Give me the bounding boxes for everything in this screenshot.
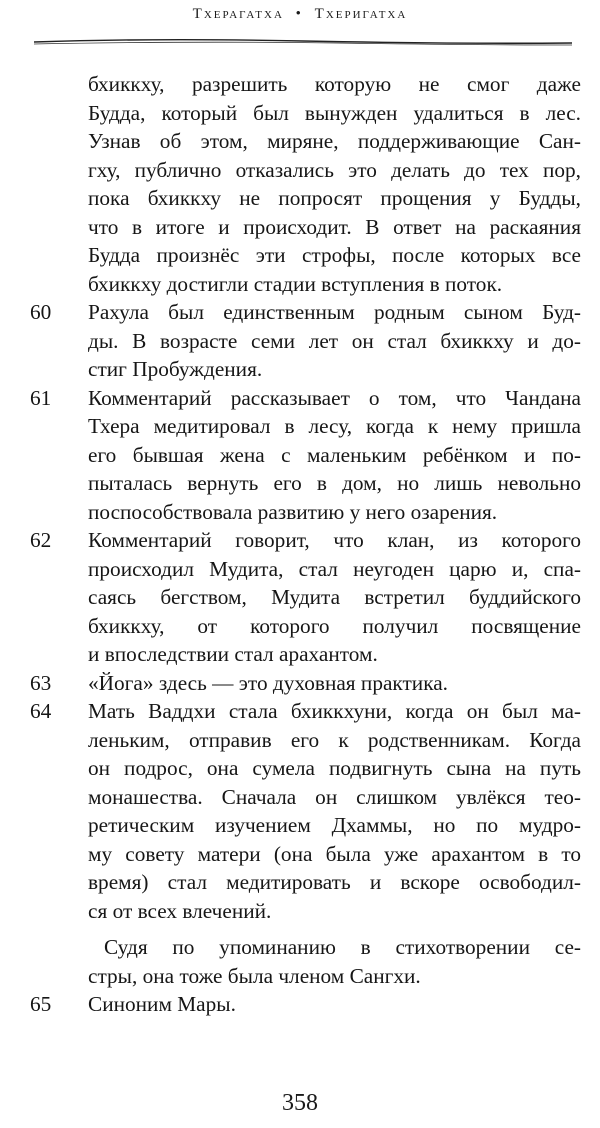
note-64-continuation	[0, 933, 600, 990]
text-line: Комментарий говорит, что клан, из которого	[88, 528, 581, 552]
text-line: его бывшая жена с маленьким ребёнком и по-	[88, 442, 581, 467]
text-line: Судя по упоминанию в стихотворении се-	[104, 935, 581, 959]
text-line: гху, публично отказались это делать до тех пор,	[88, 157, 581, 182]
header-right-title: Тхеригатха	[314, 6, 408, 22]
text-line: происходил Мудита, стал неугоден царю и, спа-	[88, 556, 581, 581]
text-line: пыталась вернуть его в дом, но лишь невольно	[88, 471, 581, 495]
note-number: 64	[30, 699, 52, 723]
page-number: 358	[282, 1090, 318, 1116]
note-60	[0, 298, 600, 384]
note-62	[0, 526, 600, 669]
text-line: что в итоге и происходит. В ответ на раскаяния	[88, 214, 581, 239]
header-separator: •	[295, 6, 303, 22]
note-number: 61	[30, 385, 52, 410]
note-61	[0, 384, 600, 527]
page-body	[0, 70, 600, 1019]
header-left-title: Тхерагатха	[192, 6, 284, 22]
note-64	[0, 697, 600, 925]
note-65	[0, 990, 600, 1019]
text-line: Узнав об этом, миряне, поддерживающие Сан-	[88, 129, 581, 153]
text-line: Комментарий рассказывает о том, что Чандана	[88, 385, 581, 410]
text-line: бхиккху, от которого получил посвящение	[88, 613, 581, 638]
text-line: пока бхиккху не попросят прощения у Будды,	[88, 186, 581, 210]
text-line: он подрос, она сумела подвигнуть сына на путь	[88, 756, 581, 780]
text-line: «Йога» здесь — это духовная практика.	[88, 670, 448, 695]
text-line: монашества. Сначала он слишком увлёкся тео-	[88, 784, 581, 809]
note-number: 60	[30, 300, 52, 324]
text-line: леньким, отправив его к родственникам. Когда	[88, 727, 581, 752]
text-line: ды. В возрасте семи лет он стал бхиккху и до-	[88, 328, 581, 353]
text-line: стры, она тоже была членом Сангхи.	[88, 963, 421, 988]
text-line: бхиккху достигли стадии вступления в поток.	[88, 271, 503, 296]
header-rule	[34, 34, 572, 48]
text-line: Мать Ваддхи стала бхиккхуни, когда он был ма-	[88, 699, 581, 723]
continuation-paragraph	[88, 70, 581, 298]
text-line: му совету матери (она была уже арахантом в то	[88, 841, 581, 866]
text-line: ся от всех влечений.	[88, 898, 272, 923]
text-line: Будда, который был вынужден удалиться в лес.	[88, 100, 581, 125]
text-line: Рахула был единственным родным сыном Буд-	[88, 300, 581, 324]
text-line: и впоследствии стал арахантом.	[88, 642, 378, 666]
text-line: бхиккху, разрешить которую не смог даже	[88, 72, 581, 96]
text-line: Будда произнёс эти строфы, после которых все	[88, 243, 581, 267]
note-number: 63	[30, 670, 52, 695]
text-line: Тхера медитировал в лесу, когда к нему пришла	[88, 414, 581, 438]
text-line: время) стал медитировать и вскоре освободил-	[88, 870, 581, 894]
text-line: стиг Пробуждения.	[88, 357, 263, 381]
note-number: 65	[30, 992, 52, 1016]
note-number: 62	[30, 528, 52, 552]
running-header	[0, 6, 600, 23]
text-line: поспособствовала развитию у него озарения.	[88, 499, 498, 524]
note-63	[0, 669, 600, 698]
text-line: Синоним Мары.	[88, 992, 236, 1016]
text-line: саясь бегством, Мудита встретил буддийского	[88, 585, 581, 609]
text-line: ретическим изучением Дхаммы, но по мудро-	[88, 813, 581, 837]
